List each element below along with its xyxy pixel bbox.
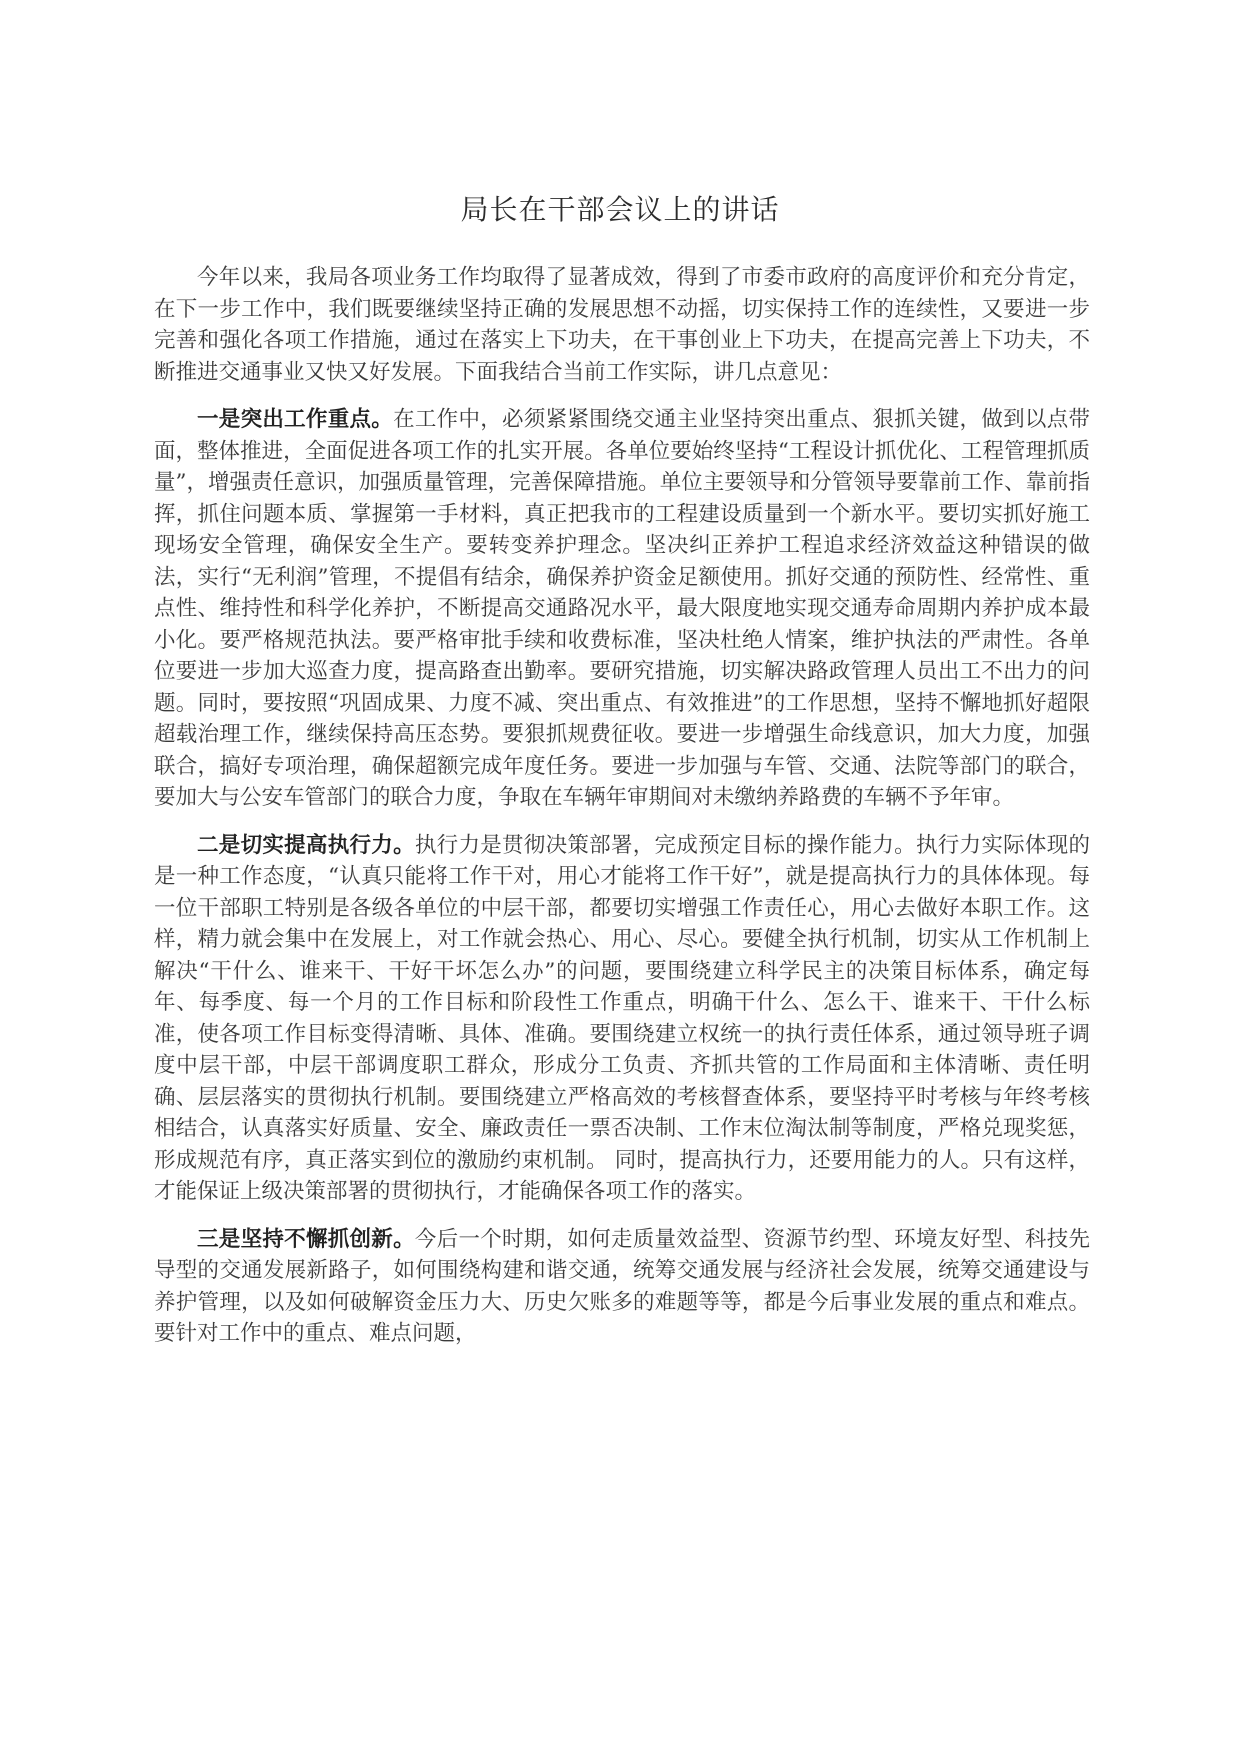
section-lead-3: 三是坚持不懈抓创新。 xyxy=(197,1226,415,1252)
section-paragraph-1 xyxy=(154,404,1090,814)
intro-paragraph: 今年以来，我局各项业务工作均取得了显著成效，得到了市委市政府的高度评价和充分肯定，在下一步工作中，我们既要继续坚持正确的发展思想不动摇，切实保持工作的连续性，又要进一步完善和强化各项工作措施，通过在落实上下功夫，在干事创业上下功夫，在提高完善上下功夫，不断推进交通事业又快又好发展。下面我结合当前工作实际，讲几点意见： xyxy=(154,265,1090,385)
section-text-1: 在工作中，必须紧紧围绕交通主业坚持突出重点、狠抓关键，做到以点带面，整体推进，全面促进各项工作的扎实开展。各单位要始终坚持“工程设计抓优化、工程管理抓质量”，增强责任意识，加强质量管理，完善保障措施。单位主要领导和分管领导要靠前工作、靠前指挥，抓住问题本质、掌握第一手材料，真正把我市的工程建设质量到一个新水平。要切实抓好施工现场安全管理，确保安全生产。要转变养护理念。坚决纠正养护工程追求经济效益这种错误的做法，实行“无利润”管理，不提倡有结余，确保养护资金足额使用。抓好交通的预防性、经常性、重点性、维持性和科学化养护，不断提高交通路况水平，最大限度地实现交通寿命周期内养护成本最小化。要严格规范执法。要严格审批手续和收费标准，坚决杜绝人情案，维护执法的严肃性。各单位要进一步加大巡查力度，提高路查出勤率。要研究措施，切实解决路政管理人员出工不出力的问题。同时，要按照“巩固成果、力度不减、突出重点、有效推进”的工作思想，坚持不懈地抓好超限超载治理工作，继续保持高压态势。要狠抓规费征收。要进一步增强生命线意识，加大力度，加强联合，搞好专项治理，确保超额完成年度任务。要进一步加强与车管、交通、法院等部门的联合，要加大与公安车管部门的联合力度，争取在车辆年审期间对未缴纳养路费的车辆不予年审。 xyxy=(154,407,1090,810)
section-lead-2: 二是切实提高执行力。 xyxy=(197,832,415,858)
section-text-3: 今后一个时期，如何走质量效益型、资源节约型、环境友好型、科技先导型的交通发展新路子，如何围绕构建和谐交通，统筹交通发展与经济社会发展，统筹交通建设与养护管理，以及如何破解资金压力大、历史欠账多的难题等等，都是今后事业发展的重点和难点。要针对工作中的重点、难点问题， xyxy=(154,1226,1090,1346)
section-paragraph-2 xyxy=(154,830,1090,1208)
document-title: 局长在干部会议上的讲话 xyxy=(460,193,780,226)
document-body xyxy=(154,262,1090,1366)
section-text-2: 执行力是贯彻决策部署，完成预定目标的操作能力。执行力实际体现的是一种工作态度，“认真只能将工作干对，用心才能将工作干好”，就是提高执行力的具体体现。每一位干部职工特别是各级各单位的中层干部，都要切实增强工作责任心，用心去做好本职工作。这样，精力就会集中在发展上，对工作就会热心、用心、尽心。要健全执行机制，切实从工作机制上解决“干什么、谁来干、干好干坏怎么办”的问题，要围绕建立科学民主的决策目标体系，确定每年、每季度、每一个月的工作目标和阶段性工作重点，明确干什么、怎么干、谁来干、干什么标准，使各项工作目标变得清晰、具体、准确。要围绕建立权统一的执行责任体系，通过领导班子调度中层干部，中层干部调度职工群众，形成分工负责、齐抓共管的工作局面和主体清晰、责任明确、层层落实的贯彻执行机制。要围绕建立严格高效的考核督查体系，要坚持平时考核与年终考核相结合，认真落实好质量、安全、廉政责任一票否决制、工作末位淘汰制等制度，严格兑现奖惩，形成规范有序，真正落实到位的激励约束机制。 同时，提高执行力，还要用能力的人。只有这样，才能保证上级决策部署的贯彻执行，才能确保各项工作的落实。 xyxy=(154,832,1090,1204)
section-paragraph-3 xyxy=(154,1224,1090,1350)
section-lead-1: 一是突出工作重点。 xyxy=(197,407,394,432)
